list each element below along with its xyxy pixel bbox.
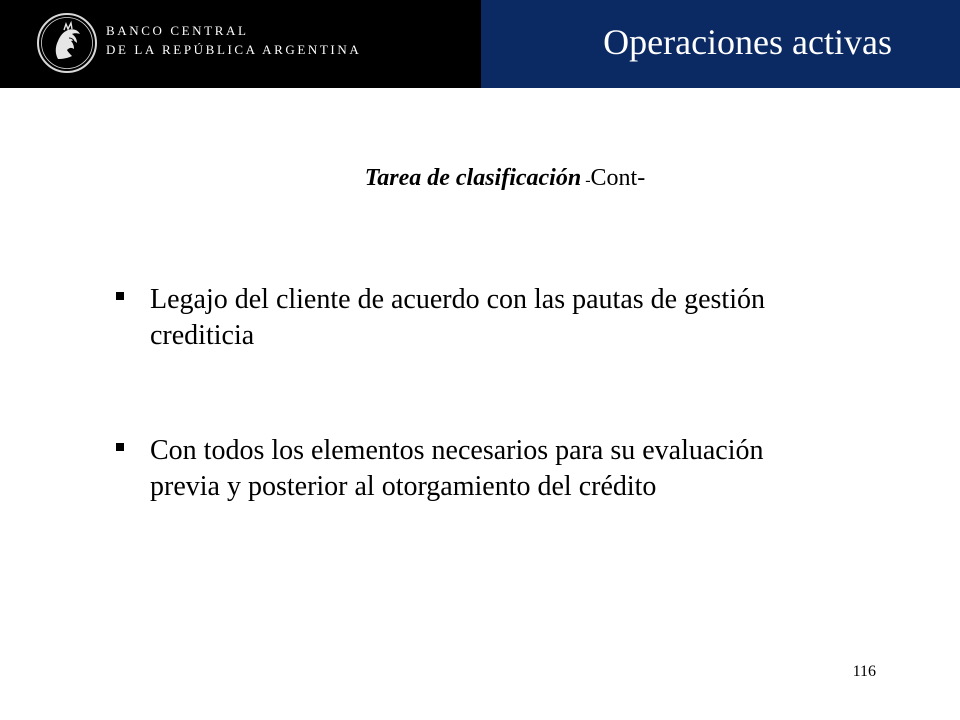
republic-effigy-emblem-icon <box>36 12 98 74</box>
slide-title-cont: Cont- <box>590 165 646 191</box>
header-title-panel <box>481 0 960 88</box>
bullet-line: previa y posterior al otorgamiento del crédito <box>150 471 657 502</box>
square-bullet-icon <box>116 292 124 300</box>
header-logo-panel <box>0 0 481 88</box>
bank-name-line-2: DE LA REPÚBLICA ARGENTINA <box>106 42 362 57</box>
bank-logo-text <box>106 21 361 59</box>
slide-title-main: Tarea de clasificación <box>364 165 582 191</box>
slide-title-separator: - <box>581 172 591 189</box>
bullet-line: crediticia <box>150 320 255 351</box>
bullet-text <box>150 433 870 505</box>
bullet-line: Legajo del cliente de acuerdo con las pautas de gestión <box>150 284 765 315</box>
page-number: 116 <box>852 663 876 680</box>
bullet-line: Con todos los elementos necesarios para su evaluación <box>150 435 764 466</box>
bank-name-line-1: BANCO CENTRAL <box>106 23 249 38</box>
square-bullet-icon <box>116 443 124 451</box>
slide-title <box>0 163 960 196</box>
section-title: Operaciones activas <box>603 22 892 62</box>
header-bar <box>0 0 960 88</box>
bullet-text <box>150 282 870 354</box>
